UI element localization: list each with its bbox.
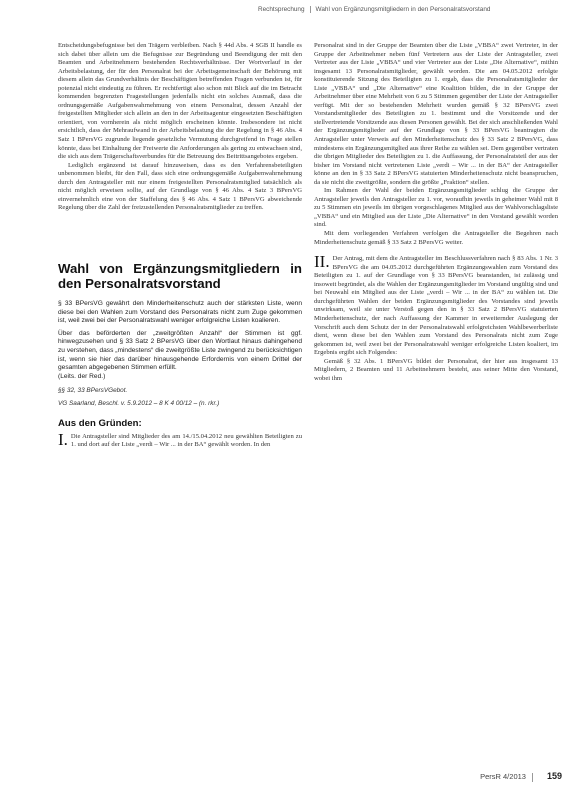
running-header (258, 6, 562, 18)
reasons-paragraph (58, 429, 302, 450)
headnote (58, 300, 302, 381)
court-citation: VG Saarland, Beschl. v. 5.9.2012 – 8 K 4 00/12 – (n. rkr.) (58, 399, 220, 407)
reasons-text: Die Antragsteller sind Mitglieder des am 14./15.04.2012 neu gewählten Beteiligten zu 1. und dort auf der Liste „verdi – Wir ... in der BA“ gewählt worden. In den (70, 432, 302, 449)
body-paragraph: Mit dem vorliegenden Verfahren verfolgen die Antragsteller die Begehren nach Minderheitenschutz gemäß § 33 Satz 2 BPersVG weiter. (314, 230, 558, 246)
body-paragraph: Lediglich ergänzend ist darauf hinzuweisen, dass es den Verfahrensbeteiligten unbenommen bleibt, für den Fall, dass sich eine ordnungsgemäße Aufgabenwahrnehmung durch den Antragsteller mit nur einem freigestellten Personalratsmitglied tatsächlich als nicht möglich erweisen sollte, auf der Grundlage von § 46 Abs. 4 Satz 3 BPersVG einvernehmlich eine von der Staffelung des § 46 Abs. 4 Satz 1 BPersVG abweichende Regelung über die Zahl der freizustellenden Personalratsmitglieder zu treffen. (58, 161, 302, 212)
norms-reference: §§ 32, 33 BPersVGebot. (58, 387, 128, 395)
section-numeral: I. (58, 429, 68, 449)
header-section: Rechtsprechung (258, 6, 305, 14)
headnote-paragraph: Über das beförderten der „zweitgrößten Anzahl“ der Stimmen ist ggf. hinwegzusehen und § 33 Satz 2 BPersVG über den Wortlaut hinaus dahingehend zu verstehen, dass „mindestens“ die zweitgrößte Liste zwingend zu berücksichtigen ist, wenn sie hier das darüber hinausgehende Erfordernis von einem Drittel der gesamten abgegebenen Stimmen erfüllt. (58, 329, 302, 372)
section-numeral: II. (314, 252, 330, 272)
body-paragraph: Gemäß § 32 Abs. 1 BPersVG bildet der Personalrat, der hier aus insgesamt 13 Mitgliedern, 2 Beamten und 11 Arbeitnehmern besteht, aus seiner Mitte den Vorstand, wobei ihm (314, 357, 558, 382)
headnote-attribution: (Leits. der Red.) (58, 372, 106, 380)
body-paragraph: Personalrat sind in der Gruppe der Beamten über die Liste „VBBA“ zwei Vertreter, in der Gruppe der Arbeitnehmer neben fünf Vertretern aus der Liste der Antragsteller, zwei Vertreter aus der Liste „VBBA“ und vier Vertreter aus der Liste „Die Alternative“, mithin insgesamt 13 Personalratsmitglieder, gewählt worden. Die am 04.05.2012 erfolgte konstituierende Sitzung des Beteiligten zu 1. ergab, dass die Personalratsmitglieder der Liste „VBBA“ und „Die Alternative“ eine Koalition bilden, die in der Gruppe der Arbeitnehmer über eine Mehrheit von 6 zu 5 Stimmen gegenüber der Liste der Antragsteller verfügt. Mit der so bestehenden Mehrheit wurden gemäß § 32 BPersVG zwei Vorstandsmitglieder des Beteiligten zu 1. bestimmt und die Vorsitzende und der stellvertretende Vorsitzende aus diesen Personen gewählt. Bei der sich anschließenden Wahl der Ergänzungsmitglieder auf der Grundlage von § 33 BPersVG beantragten die Antragsteller unter Verweis auf den Minderheitenschutz des § 33 Satz 2 BPersVG, dass mindestens ein Ergänzungsmitglied aus ihrer Reihe zu wählen sei. Dem gegenüber vertraten die übrigen Mitglieder des Beteiligten zu 1. die Auffassung, der Personalratsteil der aus der bisher im Vorstand nicht vertretenen Liste „verdi – Wir ... in der BA“ der Antragsteller könne an den in § 33 Satz 2 BPersVG statuierten Minderheitenschutz nicht beanspruchen, da sie nicht die zweitgrößte, sondern die größte „Fraktion“ stellen. (314, 42, 558, 186)
reasons-subheading: Aus den Gründen: (58, 418, 142, 430)
header-divider (310, 6, 311, 13)
page-number: 159 (546, 771, 562, 782)
header-topic: Wahl von Ergänzungsmitgliedern in den Personalratsvorstand (315, 6, 491, 14)
body-paragraph: Entscheidungsbefugnisse bei den Trägern verbleiben. Nach § 44d Abs. 4 SGB II handle es sich dabei über allein um die Befugnisse zur Begründung und Beendigung der mit den Beamten und Arbeitnehmern bestehenden Rechtsverhältnisse. Der Wortverlauf in der Arbeitsbelastung, der für den Personalrat bei der Arbeitsgemeinschaft der Behörung mit diesem allein das Grundverhältnis der Beschäftigten betreffenden Fragen verbunden ist, für potenzial nicht eindeutig zu führen. Er rechtfertigt also schon mit Blick auf die im Betracht kommenden begrenzten Fragestellungen jedenfalls nicht ein solches Ausmaß, dass die ordnungsgemäße Aufgabenwahrnehmung von einem Personalrat, dessen Anzahl der freigestellten Mitglieder sich allein an den in der Arbeitsagentur eingesetzten Beschäftigten orientiert, von vornherein als nicht möglich erscheinen könnte. Insbesondere ist nicht ersichtlich, dass der Mehraufwand in der Arbeitsbelastung die der Regelung in § 46 Abs. 4 Satz 1 BPersVG zugrunde liegende gesetzliche Vermutung durchgreifend in Frage stellen könnte, dass bei Einhaltung der Freiwerte die Anforderungen als gering zu entwachsen sind, die sich aus dem Trägerschaftsverbundes für die Betreuung des Beitrittsangebotes ergeben. (58, 42, 302, 161)
page-footer (480, 771, 562, 782)
headnote-paragraph: § 33 BPersVG gewährt den Minderheitenschutz auch der stärksten Liste, wenn diese bei den Wahlen zum Vorstand des Personalrats nicht zum Zuge gekommen ist, weil zwei bei der Personalratswahl weniger erfolgreiche Listen koalieren. (58, 299, 302, 325)
article-heading: Wahl von Ergänzungsmitgliedern in den Personalratsvorstand (58, 260, 302, 292)
left-column (58, 42, 302, 450)
section-paragraph (314, 252, 558, 358)
body-paragraph: Im Rahmen der Wahl der beiden Ergänzungsmitglieder schlug die Gruppe der Antragsteller jeweils den Antragsteller zu 1. vor, woraufhin jeweils in geheimer Wahl mit 8 zu 5 Stimmen ein jeweils im übrigen vorgeschlagenes Mitglied aus der Wahlvorschlagsliste „VBBA“ und ein Mitglied aus der Liste „Die Alternative“ in den Vorstand gewählt worden sind. (314, 187, 558, 229)
issue-label: PersR 4/2013 (480, 772, 526, 782)
section-text: Der Antrag, mit dem die Antragsteller im Beschlussverfahren nach § 83 Abs. 1 Nr. 3 BPersVG die am 04.05.2012 durchgeführten Ergänzungswahlen zum Vorstand des Beteiligten zu 1. auf der Grundlage von § 33 BPersVG beanstanden, ist zulässig und insoweit begründet, als die Wahlen der Ergänzungsmitglieder im Vorstand ungültig sind und bei Neuwahl ein Mitglied aus der Liste „verdi – Wir ... in der BA“ zu wählen ist. Die durchgeführten Wahlen der beiden Ergänzungsmitglieder des Vorstandes sind jeweils unwirksam, weil sie unter Verstoß gegen den in § 33 Satz 2 BPersVG statuierten Minderheitenschutz, der nach Auffassung der Kammer in erweiternder Auslegung der Vorschrift auch dem Schutz der in der Personalratswahl erfolgreichsten Wahlbewerberliste dient, wenn diese bei den Wahlen zum Vorstand des Personalrats nicht zum Zuge gekommen ist, weil zwei bei der Personalratswahl weniger erfolgreiche Listen koaliert, im Ergebnis ergibt sich Folgendes: (314, 255, 558, 357)
footer-divider (532, 773, 533, 782)
right-column (314, 42, 558, 383)
